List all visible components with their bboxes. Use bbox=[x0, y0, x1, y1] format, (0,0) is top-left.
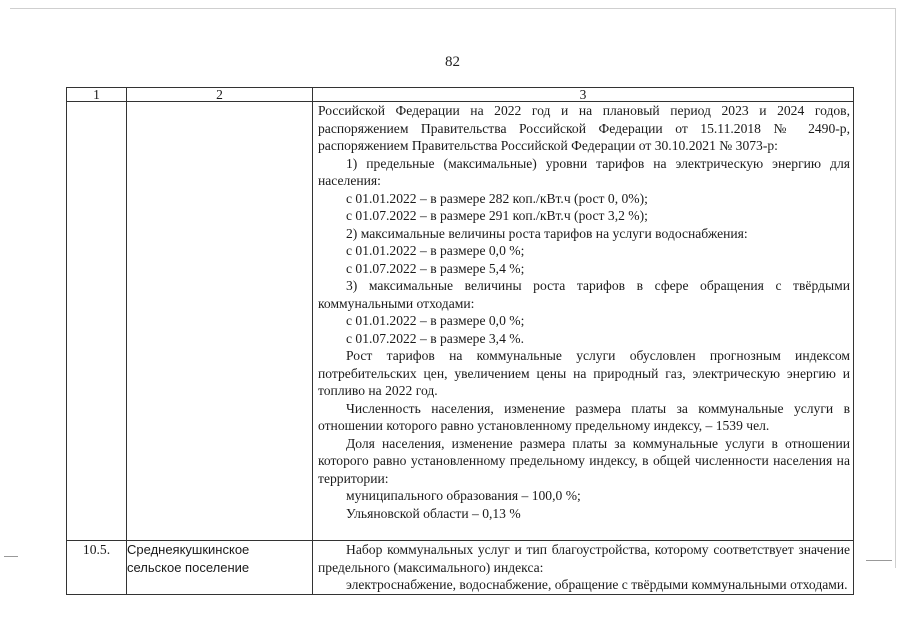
paragraph: с 01.07.2022 – в размере 3,4 %. bbox=[346, 330, 524, 346]
settlement-name-line-1: Среднеякушкинское bbox=[127, 542, 250, 557]
paragraph: Доля населения, изменение размера платы за коммунальные услуги в отношении которого равно установленному предельному индексу, в общей численности населения на территории: bbox=[318, 435, 850, 486]
scan-mark-right bbox=[866, 560, 892, 561]
row-name-cell bbox=[127, 102, 313, 541]
paragraph: с 01.07.2022 – в размере 291 коп./кВт.ч (рост 3,2 %); bbox=[346, 208, 648, 223]
row-number-cell bbox=[67, 102, 127, 541]
description-text bbox=[313, 102, 853, 522]
table-header-row bbox=[67, 88, 854, 102]
paragraph: Численность населения, изменение размера платы за коммунальные услуги в отношении которого равно установленному предельному индексу, – 1539 чел. bbox=[318, 400, 850, 433]
row-number-cell: 10.5. bbox=[67, 541, 127, 595]
settlement-name-cell bbox=[127, 541, 313, 595]
paragraph: 1) предельные (максимальные) уровни тарифов на электрическую энергию для населения: bbox=[318, 155, 850, 188]
paragraph: электроснабжение, водоснабжение, обращение с твёрдыми коммунальными отходами. bbox=[346, 577, 848, 592]
paragraph: с 01.01.2022 – в размере 0,0 %; bbox=[346, 243, 525, 258]
table-row bbox=[67, 102, 854, 541]
row-description-cell bbox=[313, 102, 854, 541]
paragraph: 2) максимальные величины роста тарифов на услуги водоснабжения: bbox=[346, 225, 748, 241]
column-header-2: 2 bbox=[127, 88, 313, 102]
paragraph: с 01.01.2022 – в размере 282 коп./кВт.ч (рост 0, 0%); bbox=[346, 190, 648, 206]
row-description-cell bbox=[313, 541, 854, 595]
document-table bbox=[66, 87, 854, 595]
settlement-name-line-2: сельское поселение bbox=[127, 559, 250, 575]
paragraph: Набор коммунальных услуг и тип благоустройства, которому соответствует значение предельного (максимального) индекса: bbox=[318, 542, 850, 575]
paragraph: Российской Федерации на 2022 год и на плановый период 2023 и 2024 годов, распоряжением Правительства Российской Федерации от 15.11.2018 № 2490-р, распоряжением Правительства Российской Федерации от 30.10.2021 № 3073-р: bbox=[318, 103, 850, 153]
paragraph: Ульяновской области – 0,13 % bbox=[346, 505, 521, 521]
page-number: 82 bbox=[445, 54, 460, 70]
paragraph: муниципального образования – 100,0 %; bbox=[346, 488, 581, 503]
scan-frame-right bbox=[895, 8, 896, 568]
description-text bbox=[313, 541, 853, 594]
paragraph: с 01.01.2022 – в размере 0,0 %; bbox=[346, 313, 525, 328]
column-header-3: 3 bbox=[313, 88, 854, 102]
paragraph: с 01.07.2022 – в размере 5,4 %; bbox=[346, 260, 525, 276]
table-row bbox=[67, 541, 854, 595]
paragraph: Рост тарифов на коммунальные услуги обусловлен прогнозным индексом потребительских цен, увеличением цены на природный газ, электрическую энергию и топливо на 2022 год. bbox=[318, 348, 850, 398]
paragraph: 3) максимальные величины роста тарифов в сфере обращения с твёрдыми коммунальными отходами: bbox=[318, 278, 850, 311]
scan-frame-top bbox=[10, 8, 895, 9]
scan-mark-left bbox=[4, 556, 18, 557]
column-header-1: 1 bbox=[67, 88, 127, 102]
